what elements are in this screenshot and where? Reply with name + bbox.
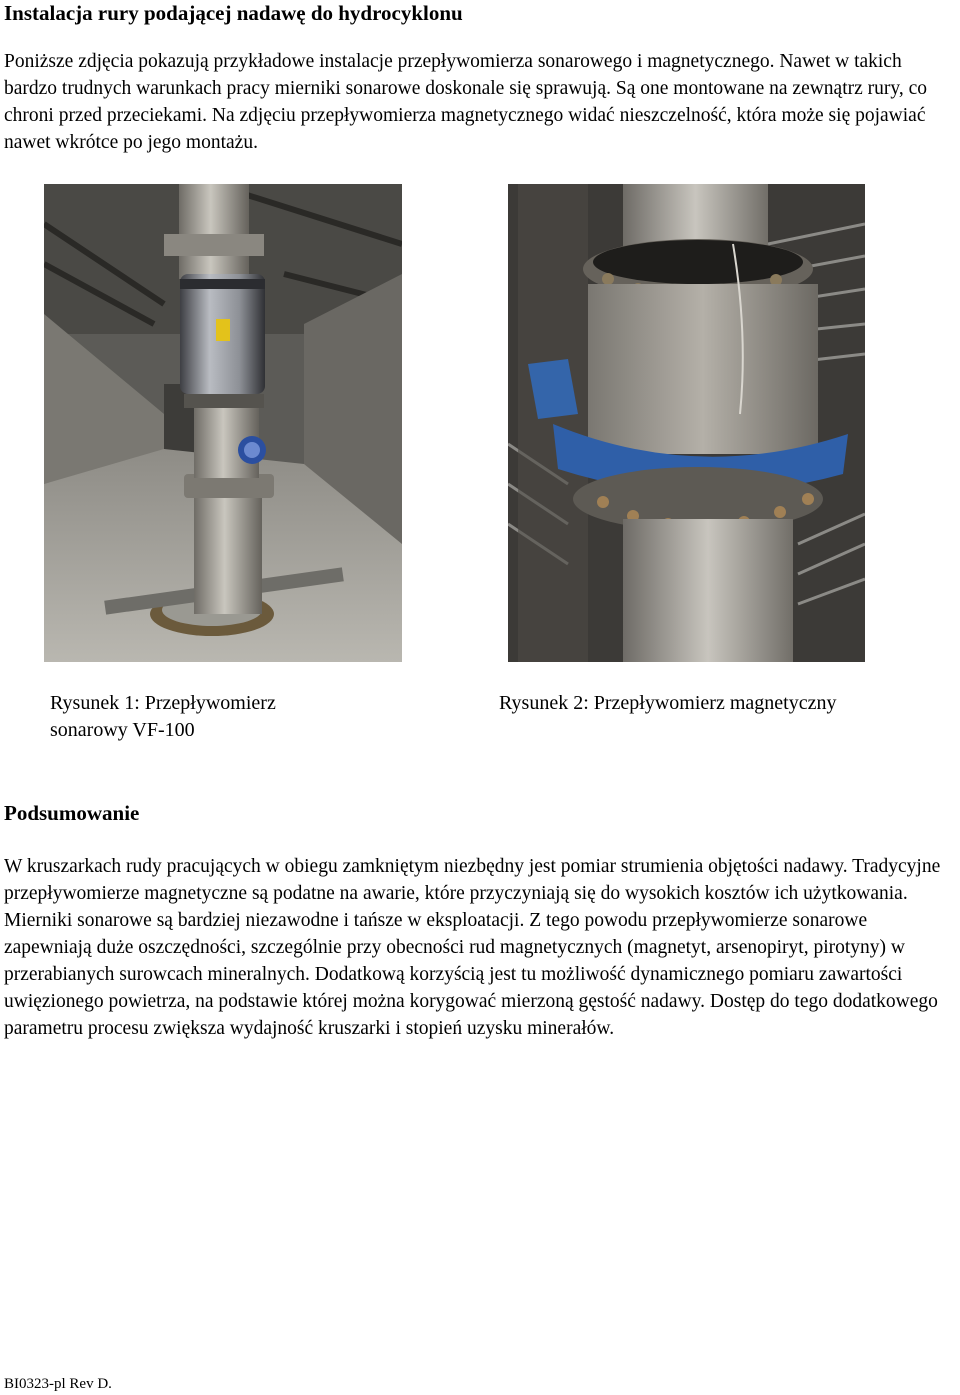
section-title-summary: Podsumowanie: [4, 801, 140, 825]
document-revision-footer: BI0323-pl Rev D.: [4, 1376, 112, 1392]
magnetic-flowmeter-photo: [508, 184, 865, 662]
figure-2-caption: Rysunek 2: Przepływomierz magnetyczny: [499, 692, 837, 714]
figure-1-caption: Rysunek 1: Przepływomierz sonarowy VF-100: [50, 692, 276, 741]
intro-paragraph: Poniższe zdjęcia pokazują przykładowe instalacje przepływomierza sonarowego i magnetycznego. Nawet w takich bardzo trudnych warunkach pracy mierniki sonarowe doskonale się sprawują. Są one montowane na zewnątrz rury, co chroni przed przeciekami. Na zdjęciu przepływomierza magnetycznego widać nieszczelność, która może się pojawiać nawet wkrótce po jego montażu.: [4, 51, 928, 153]
sonar-flowmeter-photo: [44, 184, 402, 662]
summary-paragraph: W kruszarkach rudy pracujących w obiegu zamkniętym niezbędny jest pomiar strumienia objętości nadawy. Tradycyjne przepływomierze magnetyczne są podatne na awarie, które przyczyniają się do wysokich kosztów ich użytkowania. Mierniki sonarowe są bardziej niezawodne i tańsze w eksploatacji. Z tego powodu przepływomierze sonarowe zapewniają duże oszczędności, szczególnie przy obecności rud magnetycznych (magnetyt, arsenopiryt, pirotyny) w przerabianych surowcach mineralnych. Dodatkową korzyścią jest tu możliwość dynamicznego pomiaru zawartości uwięzionego powietrza, na podstawie której można korygować mierzoną gęstość nadawy. Dostęp do tego dodatkowego parametru procesu zwiększa wydajność kruszarki i stopień uzysku minerałów.: [4, 856, 941, 1039]
section-title-installation: Instalacja rury podającej nadawę do hydrocyklonu: [4, 1, 463, 25]
